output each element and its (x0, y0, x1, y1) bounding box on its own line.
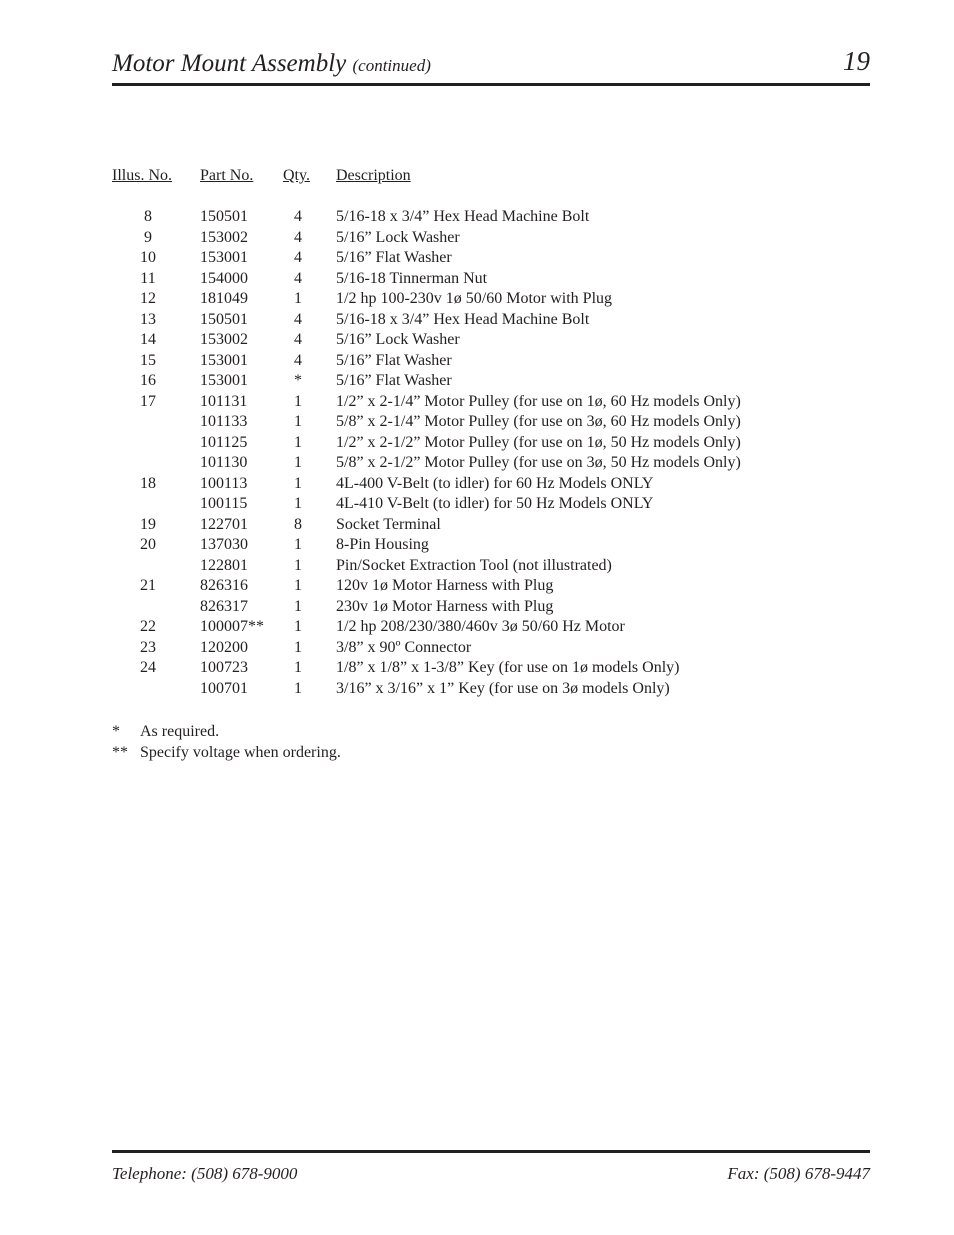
part-description: 5/16” Flat Washer (336, 249, 452, 266)
part-qty: 4 (294, 228, 302, 246)
part-qty: 8 (294, 515, 302, 533)
footer-divider (112, 1150, 870, 1153)
part-illus-no: 23 (140, 638, 156, 656)
part-description: 1/2” x 2-1/4” Motor Pulley (for use on 1ø, 60 Hz models Only) (336, 392, 741, 410)
part-description: 4L-400 V-Belt (to idler) for 60 Hz Models ONLY (336, 474, 654, 492)
part-description: 1/8” x 1/8” x 1-3/8” Key (for use on 1ø models Only) (336, 659, 680, 676)
page-number: 19 (843, 46, 870, 76)
column-header-part-no: Part No. (200, 167, 254, 184)
part-number: 154000 (200, 269, 248, 287)
part-number: 181049 (200, 290, 248, 307)
part-description: 1/2” x 2-1/2” Motor Pulley (for use on 1ø, 50 Hz models Only) (336, 433, 741, 451)
part-description: 5/8” x 2-1/4” Motor Pulley (for use on 3ø, 60 Hz models Only) (336, 413, 741, 430)
part-qty: 4 (294, 208, 302, 225)
part-qty: 4 (294, 269, 302, 287)
part-row (0, 453, 954, 474)
part-row (0, 597, 954, 618)
part-illus-no: 15 (140, 351, 156, 369)
part-qty: 1 (294, 433, 302, 451)
part-description: 3/8” x 90º Connector (336, 638, 472, 656)
part-number: 101133 (200, 413, 248, 430)
part-qty: 1 (294, 679, 302, 697)
part-number: 122701 (200, 515, 248, 533)
part-row (0, 392, 954, 413)
part-number: 101130 (200, 454, 248, 471)
part-row (0, 556, 954, 577)
part-row (0, 576, 954, 597)
part-qty: 4 (294, 351, 302, 369)
part-description: 5/16” Lock Washer (336, 228, 460, 246)
part-number: 100115 (200, 495, 248, 512)
part-illus-no: 16 (140, 372, 156, 389)
part-illus-no: 13 (140, 310, 156, 328)
part-qty: 1 (294, 495, 302, 512)
part-row (0, 351, 954, 372)
part-row (0, 330, 954, 351)
part-illus-no: 17 (140, 392, 156, 410)
part-qty: 1 (294, 659, 302, 676)
part-description: 5/16-18 x 3/4” Hex Head Machine Bolt (336, 310, 590, 328)
part-qty: 1 (294, 454, 302, 471)
part-number: 137030 (200, 536, 248, 553)
part-illus-no: 19 (140, 515, 156, 533)
part-description: 5/16-18 x 3/4” Hex Head Machine Bolt (336, 208, 590, 225)
part-qty: 1 (294, 556, 302, 574)
part-description: 3/16” x 3/16” x 1” Key (for use on 3ø models Only) (336, 679, 670, 697)
part-number: 826316 (200, 577, 248, 594)
part-row (0, 617, 954, 638)
footnote-mark: ** (112, 744, 128, 761)
part-number: 100701 (200, 679, 248, 697)
part-illus-no: 9 (144, 228, 152, 246)
title-text: Motor Mount Assembly (112, 50, 347, 77)
part-illus-no: 21 (140, 577, 156, 594)
part-qty: 1 (294, 392, 302, 410)
part-description: 4L-410 V-Belt (to idler) for 50 Hz Models ONLY (336, 495, 654, 512)
footnote-mark: * (112, 723, 120, 740)
part-description: Socket Terminal (336, 515, 441, 533)
part-qty: 4 (294, 331, 302, 348)
part-number: 153001 (200, 372, 248, 389)
part-row (0, 248, 954, 269)
part-qty: 1 (294, 536, 302, 553)
footnote-text: As required. (140, 723, 220, 740)
part-description: 8-Pin Housing (336, 536, 429, 553)
part-description: 5/16” Lock Washer (336, 331, 460, 348)
part-illus-no: 14 (140, 331, 156, 348)
part-row (0, 371, 954, 392)
title-subtitle: (continued) (352, 56, 431, 75)
part-qty: 1 (294, 638, 302, 656)
part-illus-no: 20 (140, 536, 156, 553)
footnote-text: Specify voltage when ordering. (140, 744, 341, 761)
part-description: 5/8” x 2-1/2” Motor Pulley (for use on 3ø, 50 Hz models Only) (336, 454, 741, 471)
part-description: 1/2 hp 208/230/380/460v 3ø 50/60 Hz Motor (336, 618, 625, 635)
part-description: 5/16” Flat Washer (336, 372, 452, 389)
part-description: 5/16-18 Tinnerman Nut (336, 269, 488, 287)
part-illus-no: 10 (140, 249, 156, 266)
part-description: 230v 1ø Motor Harness with Plug (336, 597, 554, 615)
footer-fax: Fax: (508) 678-9447 (727, 1164, 870, 1183)
footer-telephone: Telephone: (508) 678-9000 (112, 1164, 298, 1183)
part-row (0, 289, 954, 310)
part-row (0, 207, 954, 228)
part-number: 122801 (200, 556, 248, 574)
part-number: 100723 (200, 659, 248, 676)
part-number: 120200 (200, 638, 248, 656)
part-number: 150501 (200, 208, 248, 225)
part-row (0, 310, 954, 331)
part-qty: 4 (294, 310, 302, 328)
part-row (0, 515, 954, 536)
part-number: 100007** (200, 618, 264, 635)
part-number: 153001 (200, 249, 248, 266)
part-number: 100113 (200, 474, 248, 492)
part-description: 120v 1ø Motor Harness with Plug (336, 577, 554, 594)
page-title (112, 50, 431, 78)
part-row (0, 269, 954, 290)
part-description: Pin/Socket Extraction Tool (not illustrated) (336, 556, 612, 574)
part-row (0, 474, 954, 495)
part-row (0, 228, 954, 249)
parts-list (0, 207, 954, 699)
part-number: 150501 (200, 310, 248, 328)
column-header-qty: Qty. (283, 167, 310, 184)
part-qty: 1 (294, 474, 302, 492)
part-row (0, 638, 954, 659)
part-row (0, 433, 954, 454)
column-header-illus-no: Illus. No. (112, 167, 172, 184)
column-header-description: Description (336, 167, 411, 184)
part-qty: 4 (294, 249, 302, 266)
part-row (0, 658, 954, 679)
part-qty: 1 (294, 618, 302, 635)
part-illus-no: 8 (144, 208, 152, 225)
part-row (0, 494, 954, 515)
part-number: 153002 (200, 331, 248, 348)
part-qty: 1 (294, 577, 302, 594)
part-qty: * (294, 372, 302, 389)
part-illus-no: 12 (140, 290, 156, 307)
header-divider (112, 83, 870, 86)
part-row (0, 412, 954, 433)
part-number: 101131 (200, 392, 248, 410)
part-qty: 1 (294, 413, 302, 430)
part-illus-no: 24 (140, 659, 156, 676)
part-row (0, 535, 954, 556)
part-number: 826317 (200, 597, 248, 615)
part-illus-no: 18 (140, 474, 156, 492)
part-number: 153002 (200, 228, 248, 246)
part-qty: 1 (294, 597, 302, 615)
part-number: 101125 (200, 433, 248, 451)
part-number: 153001 (200, 351, 248, 369)
part-row (0, 679, 954, 700)
part-illus-no: 11 (140, 269, 156, 287)
part-qty: 1 (294, 290, 302, 307)
part-description: 5/16” Flat Washer (336, 351, 452, 369)
part-description: 1/2 hp 100-230v 1ø 50/60 Motor with Plug (336, 290, 613, 307)
part-illus-no: 22 (140, 618, 156, 635)
